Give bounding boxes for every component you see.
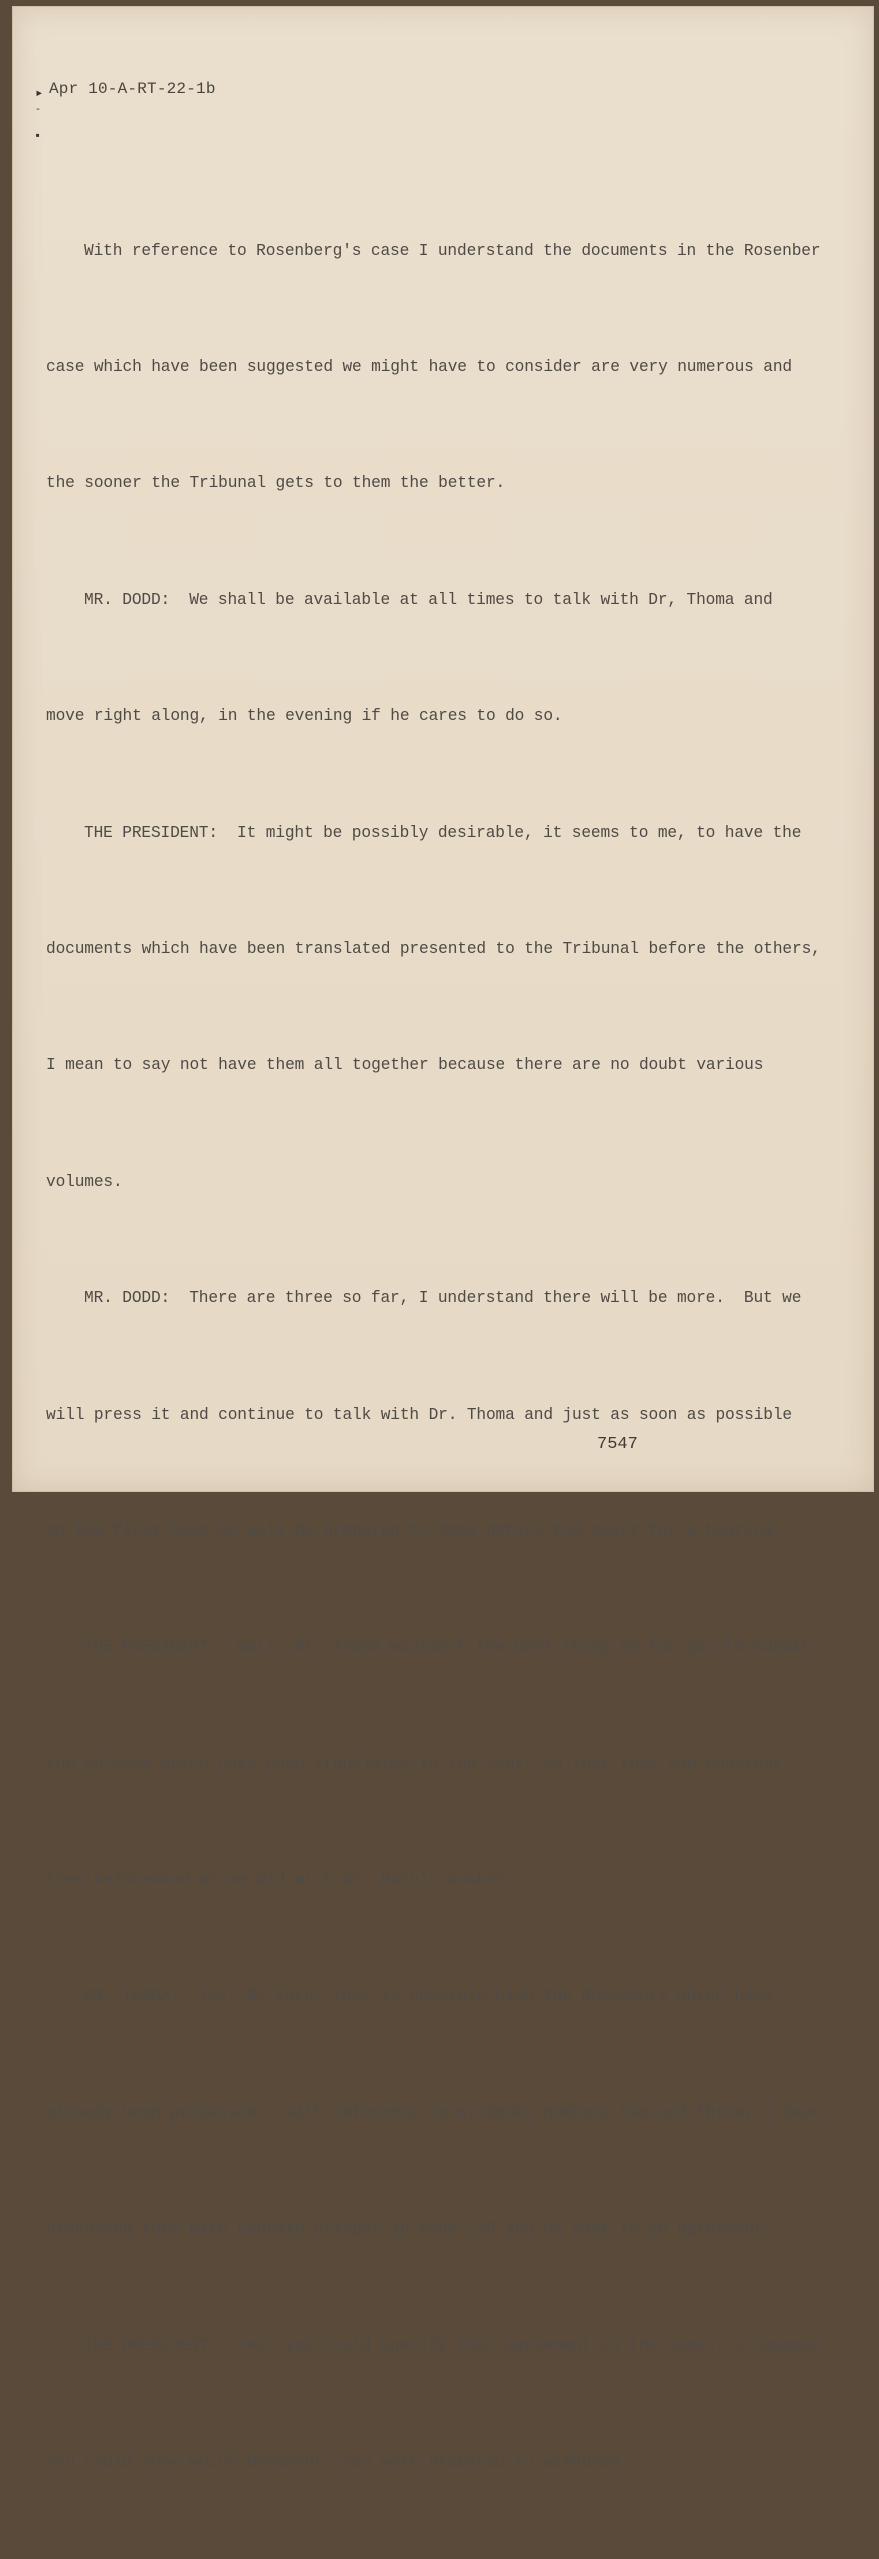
text-line: THE PRESIDENT: Well, Dr. Thoma wouldn't the best thing be for you to submit	[84, 1638, 811, 1657]
text-line: MR. DODD: We shall be available at all times to talk with Dr, Thoma and	[84, 590, 773, 609]
document-page	[12, 6, 874, 2472]
text-line: With reference to Rosenberg's case I understand the documents in the Rosenber	[84, 241, 821, 260]
text-line: MR. DODD: There are three so far, I understand there will be more. But we	[84, 1289, 802, 1308]
text-line: them beforehand as we did with Dr. Horn's Books?	[46, 1871, 506, 1890]
text-line: documents which have been translated presented to the Tribunal before the others,	[46, 939, 821, 958]
text-line: move right along, in the evening if he cares to do so.	[46, 707, 563, 726]
text-line: the volumes which have been translated to the court so that they can consider	[46, 1754, 783, 1773]
margin-mark: ▪	[34, 129, 42, 143]
text-line: volumes.	[46, 1172, 123, 1191]
text-line: DR. THOMA: Yes, My Lord, that is possible with the documents which have	[84, 1987, 773, 2006]
text-line: THE PRESIDENT: Yes, you could specify that agreement in the books. I suppose	[84, 2336, 821, 2355]
text-line: I mean to say not have them all together because there are no doubt various	[46, 1056, 764, 1075]
text-line: on the first book we will be prepared to come before the Court for a hearing.	[46, 1521, 783, 1540]
page-number: 7547	[597, 1435, 638, 1454]
text-line: the sooner the Tribunal gets to them the better.	[46, 474, 506, 493]
text-line: will press it and continue to talk with Dr. Thoma and just as soon as possible	[46, 1405, 792, 1424]
text-line: case which have been suggested we might have to consider are very numerous and	[46, 357, 792, 376]
text-line: THE PRESIDENT: It might be possibly desirable, it seems to me, to have the	[84, 823, 802, 842]
margin-mark: -	[35, 105, 42, 116]
document-header: Apr 10-A-RT-22-1b	[49, 80, 216, 98]
text-line: You could show which documents you were prepared to withdraw.	[46, 2453, 630, 2472]
margin-mark: ▸	[35, 86, 44, 102]
document-body	[46, 154, 836, 2559]
text-line: discussed them with Captain Krieger in room 216 and we came to an agreement.	[46, 2220, 773, 2239]
text-line: already been processed. With reference to my books numbers two and three, I have	[46, 2103, 821, 2122]
